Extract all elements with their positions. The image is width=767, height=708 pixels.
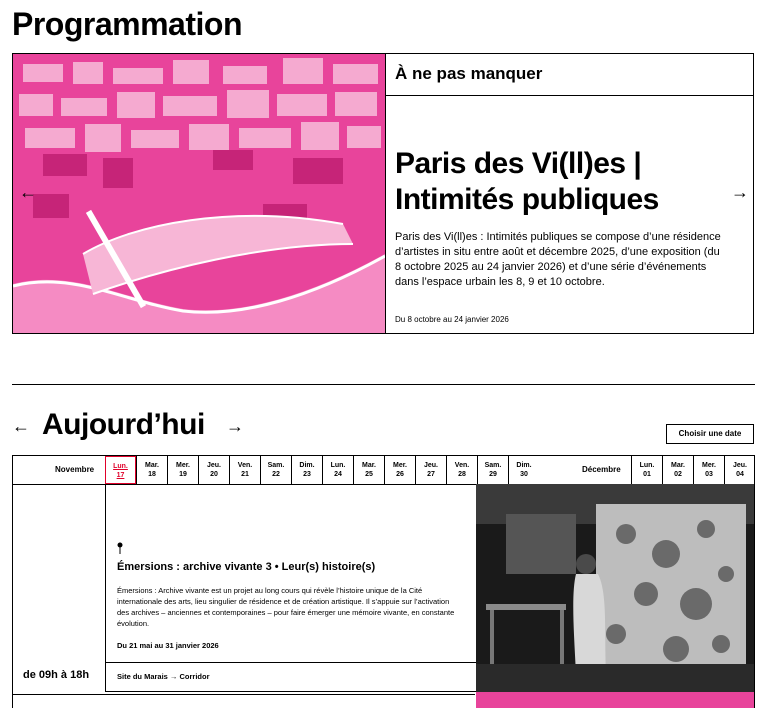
day-weekday: Jeu. <box>206 462 221 469</box>
calendar-day[interactable] <box>415 456 446 484</box>
calendar-day[interactable] <box>724 456 755 484</box>
event-photo-next <box>476 692 754 708</box>
calendar-day[interactable] <box>477 456 508 484</box>
event-dates: Du 21 mai au 31 janvier 2026 <box>117 641 219 650</box>
arrow-right-icon[interactable]: → <box>731 182 749 202</box>
calendar-day[interactable] <box>384 456 415 484</box>
day-number: 17 <box>116 472 125 479</box>
month-label-november: Novembre <box>55 465 95 474</box>
calendar-day[interactable] <box>693 456 724 484</box>
next-day-arrow-icon[interactable]: → <box>226 416 244 436</box>
calendar-day[interactable] <box>353 456 384 484</box>
featured-dates: Du 8 octobre au 24 janvier 2026 <box>395 315 509 324</box>
aerial-city-image <box>13 54 385 333</box>
calendar-day[interactable] <box>631 456 662 484</box>
calendar-day[interactable] <box>105 456 136 484</box>
day-weekday: Sam. <box>267 462 285 469</box>
event-body <box>106 484 476 662</box>
day-number: 26 <box>396 471 404 478</box>
pin-icon <box>117 542 123 556</box>
day-number: 21 <box>241 471 249 478</box>
day-number: 03 <box>705 471 713 478</box>
day-number: 30 <box>520 471 528 478</box>
day-weekday: Jeu. <box>423 462 438 469</box>
day-number: 04 <box>736 471 744 478</box>
featured-title[interactable]: Paris des Vi(ll)es | Intimités publiques <box>395 147 659 216</box>
today-title: Aujourd’hui <box>42 408 205 441</box>
calendar-day[interactable] <box>662 456 693 484</box>
day-weekday: Lun. <box>113 463 128 470</box>
calendar-day[interactable] <box>322 456 353 484</box>
section-divider <box>12 384 755 385</box>
choose-date-button[interactable]: Choisir une date <box>666 424 754 444</box>
day-number: 29 <box>489 471 497 478</box>
event-location[interactable]: Site du Marais → Corridor <box>106 662 476 692</box>
arrow-left-icon[interactable]: ← <box>19 182 37 202</box>
day-weekday: Mer. <box>392 462 407 469</box>
day-weekday: Dim. <box>299 462 315 469</box>
featured-content <box>385 54 753 333</box>
day-weekday: Ven. <box>454 462 470 469</box>
event-description: Émersions : Archive vivante est un projet au long cours qui révèle l’histoire unique de la Cité internationale des arts, lieu singulier de résidence et de création artistique. Il s’appuie sur l’activation des archives – anciennes et contemporaines – pour faire émerger une mémoire vivante, en constante évolution. <box>117 586 455 628</box>
month-label-december: Décembre <box>582 465 621 474</box>
day-weekday: Jeu. <box>732 462 747 469</box>
calendar-day[interactable] <box>260 456 291 484</box>
day-weekday: Lun. <box>639 462 655 469</box>
day-weekday: Ven. <box>237 462 253 469</box>
day-number: 22 <box>272 471 280 478</box>
day-number: 18 <box>148 471 156 478</box>
featured-card[interactable] <box>12 53 754 334</box>
event-row[interactable] <box>12 484 755 708</box>
day-weekday: Sam. <box>484 462 502 469</box>
page-title: Programmation <box>12 6 242 42</box>
day-number: 23 <box>303 471 311 478</box>
day-number: 28 <box>458 471 466 478</box>
calendar-day[interactable] <box>198 456 229 484</box>
day-weekday: Mer. <box>701 462 716 469</box>
day-number: 20 <box>210 471 218 478</box>
day-weekday: Dim. <box>516 462 532 469</box>
day-number: 24 <box>334 471 342 478</box>
calendar-day[interactable] <box>136 456 167 484</box>
featured-description: Paris des Vi(ll)es : Intimités publiques se compose d’une résidence d’artistes in situ entre août et décembre 2025, d’une exposition (du 8 octobre 2025 au 24 janvier 2026) et d’une série d’événements dans l’espace urbain les 8, 9 et 10 octobre. <box>395 231 721 288</box>
calendar-day[interactable] <box>446 456 477 484</box>
day-weekday: Mar. <box>144 462 159 469</box>
event-time: de 09h à 18h <box>23 669 90 681</box>
day-number: 19 <box>179 471 187 478</box>
featured-header: À ne pas manquer <box>385 54 753 96</box>
calendar-day[interactable] <box>167 456 198 484</box>
event-time-cell <box>13 484 106 692</box>
day-weekday: Mer. <box>175 462 190 469</box>
row-divider <box>12 694 475 695</box>
calendar-day[interactable] <box>508 456 539 484</box>
featured-image <box>13 54 386 333</box>
day-number: 25 <box>365 471 373 478</box>
event-photo <box>476 484 754 692</box>
day-number: 27 <box>427 471 435 478</box>
calendar-day[interactable] <box>291 456 322 484</box>
day-weekday: Lun. <box>330 462 346 469</box>
day-number: 02 <box>674 471 682 478</box>
calendar-strip <box>12 455 755 485</box>
calendar-day[interactable] <box>229 456 260 484</box>
day-weekday: Mar. <box>361 462 376 469</box>
prev-day-arrow-icon[interactable]: ← <box>12 416 30 436</box>
day-number: 01 <box>643 471 651 478</box>
artist-studio-photo <box>476 484 754 692</box>
event-title[interactable]: Émersions : archive vivante 3 • Leur(s) histoire(s) <box>117 561 376 573</box>
day-weekday: Mar. <box>670 462 685 469</box>
